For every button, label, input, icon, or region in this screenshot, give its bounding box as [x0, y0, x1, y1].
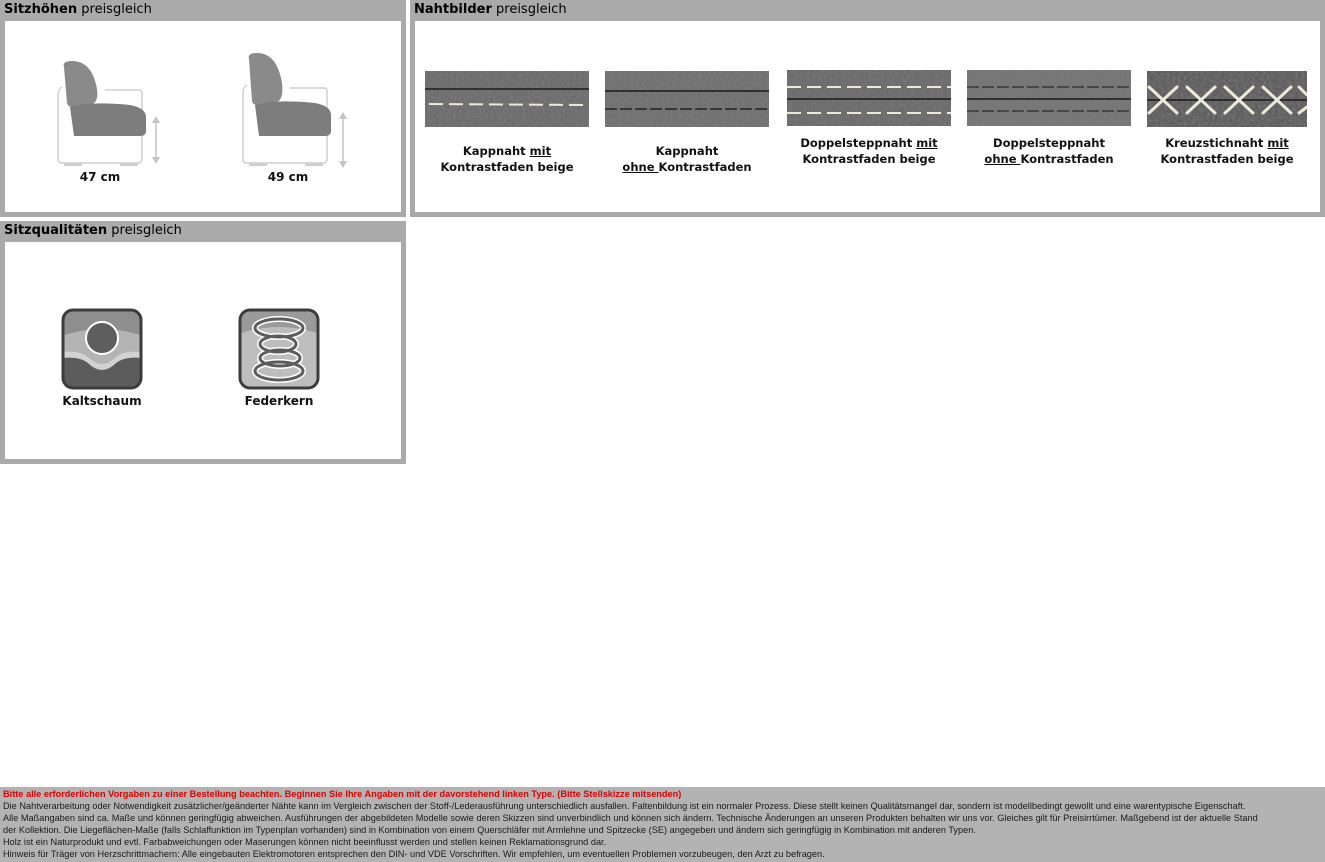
kreuzstichnaht-contrast-swatch [1147, 71, 1307, 127]
quality-label-federkern: Federkern [244, 394, 314, 408]
title-bold: Nahtbilder [414, 2, 492, 17]
kappnaht-contrast-swatch [425, 71, 589, 127]
sitzhoehen-body [5, 21, 401, 212]
sitzqualitaeten-panel [0, 221, 406, 464]
footer-line: Die Nahtverarbeitung oder Notwendigkeit zusätzlicher/geänderter Nähte kann im Vergleich zwischen der Stoff-/Lederausführung unterschiedlich ausfallen. Faltenbildung ist ein normaler Prozess. Diese stellt keinen Qualitätsmangel dar, sondern ist modellbedingt gewollt und eine warentypische Eigenschaft. [3, 801, 1246, 812]
seam-label-doppelsteppnaht-mit [787, 135, 951, 167]
label-underlined: ohne [984, 152, 1021, 166]
sitzhoehen-panel [0, 0, 406, 217]
label-text: Kappnaht [462, 144, 530, 158]
label-text: Kappnaht [655, 144, 719, 158]
sitzhoehen-title [0, 0, 406, 20]
title-rest: preisgleich [107, 223, 182, 238]
seam-label-kreuzstichnaht-mit [1145, 135, 1309, 167]
label-text: Kontrastfaden [1020, 152, 1114, 166]
sitzqualitaeten-body [5, 242, 401, 459]
label-text: Kontrastfaden [658, 160, 752, 174]
seam-label-kappnaht-mit [425, 143, 589, 175]
label-text: Doppelsteppnaht [993, 136, 1105, 150]
height-label-47: 47 cm [79, 170, 121, 184]
title-rest: preisgleich [77, 2, 152, 17]
nahtbilder-body [415, 21, 1320, 212]
label-text: Doppelsteppnaht [800, 136, 917, 150]
label-text: Kontrastfaden beige [802, 152, 936, 166]
footer-line: der Kollektion. Die Liegeflächen-Maße (falls Schlaffunktion im Typenplan vorhanden) sind in Kombination von einem Querschläfer mit Armlehne und Spitzecke (SE) angegeben und ändern sich geringfügig in Kombination mit anderen Typen. [3, 825, 976, 836]
label-underlined: ohne [622, 160, 659, 174]
cold-foam-icon [61, 308, 143, 390]
title-rest: preisgleich [491, 2, 567, 17]
label-underlined: mit [529, 144, 552, 158]
seam-label-kappnaht-ohne [605, 143, 769, 175]
footer-line: Alle Maßangaben sind ca. Maße und können geringfügig abweichen. Ausführungen der abgebildeten Modelle sowie deren Skizzen sind unverbindlich und können sich ändern. Technische Änderungen an unseren Produkten behalten wir uns vor. Gleiches gilt für Preisirrtümer. Maßgebend ist der aktuelle Stand [3, 813, 1258, 824]
label-underlined: mit [916, 136, 938, 150]
nahtbilder-title [410, 0, 1325, 20]
title-bold: Sitzqualitäten [4, 223, 108, 238]
kappnaht-plain-swatch [605, 71, 769, 127]
label-text: Kontrastfaden beige [440, 160, 574, 174]
spring-core-icon [238, 308, 320, 390]
label-text: Kreuzstichnaht [1165, 136, 1268, 150]
footer-notes [0, 787, 1325, 862]
label-text: Kontrastfaden beige [1160, 152, 1294, 166]
doppelsteppnaht-plain-swatch [967, 70, 1131, 126]
label-underlined: mit [1267, 136, 1289, 150]
title-bold: Sitzhöhen [4, 2, 78, 17]
quality-label-kaltschaum: Kaltschaum [62, 394, 142, 408]
footer-line: Hinweis für Träger von Herzschrittmachern: Alle eingebauten Elektromotoren entsprechen den DIN- und VDE Vorschriften. Wir empfehlen, um eventuellen Problemen vorzubeugen, den Arzt zu befragen. [3, 849, 825, 860]
chair-height-icon [235, 51, 355, 171]
height-label-49: 49 cm [267, 170, 309, 184]
seam-label-doppelsteppnaht-ohne [967, 135, 1131, 167]
doppelsteppnaht-contrast-swatch [787, 70, 951, 126]
footer-line: Holz ist ein Naturprodukt und evtl. Farbabweichungen oder Maserungen können nicht beeinflusst werden und stellen keinen Reklamationsgrund dar. [3, 837, 607, 848]
footer-warning: Bitte alle erforderlichen Vorgaben zu einer Bestellung beachten. Beginnen Sie Ihre Angaben mit der davorstehend linken Type. (Bitte Stellskizze mitsenden) [3, 789, 682, 799]
sitzqualitaeten-title [0, 221, 406, 241]
chair-height-icon [50, 59, 170, 171]
nahtbilder-panel [410, 0, 1325, 217]
